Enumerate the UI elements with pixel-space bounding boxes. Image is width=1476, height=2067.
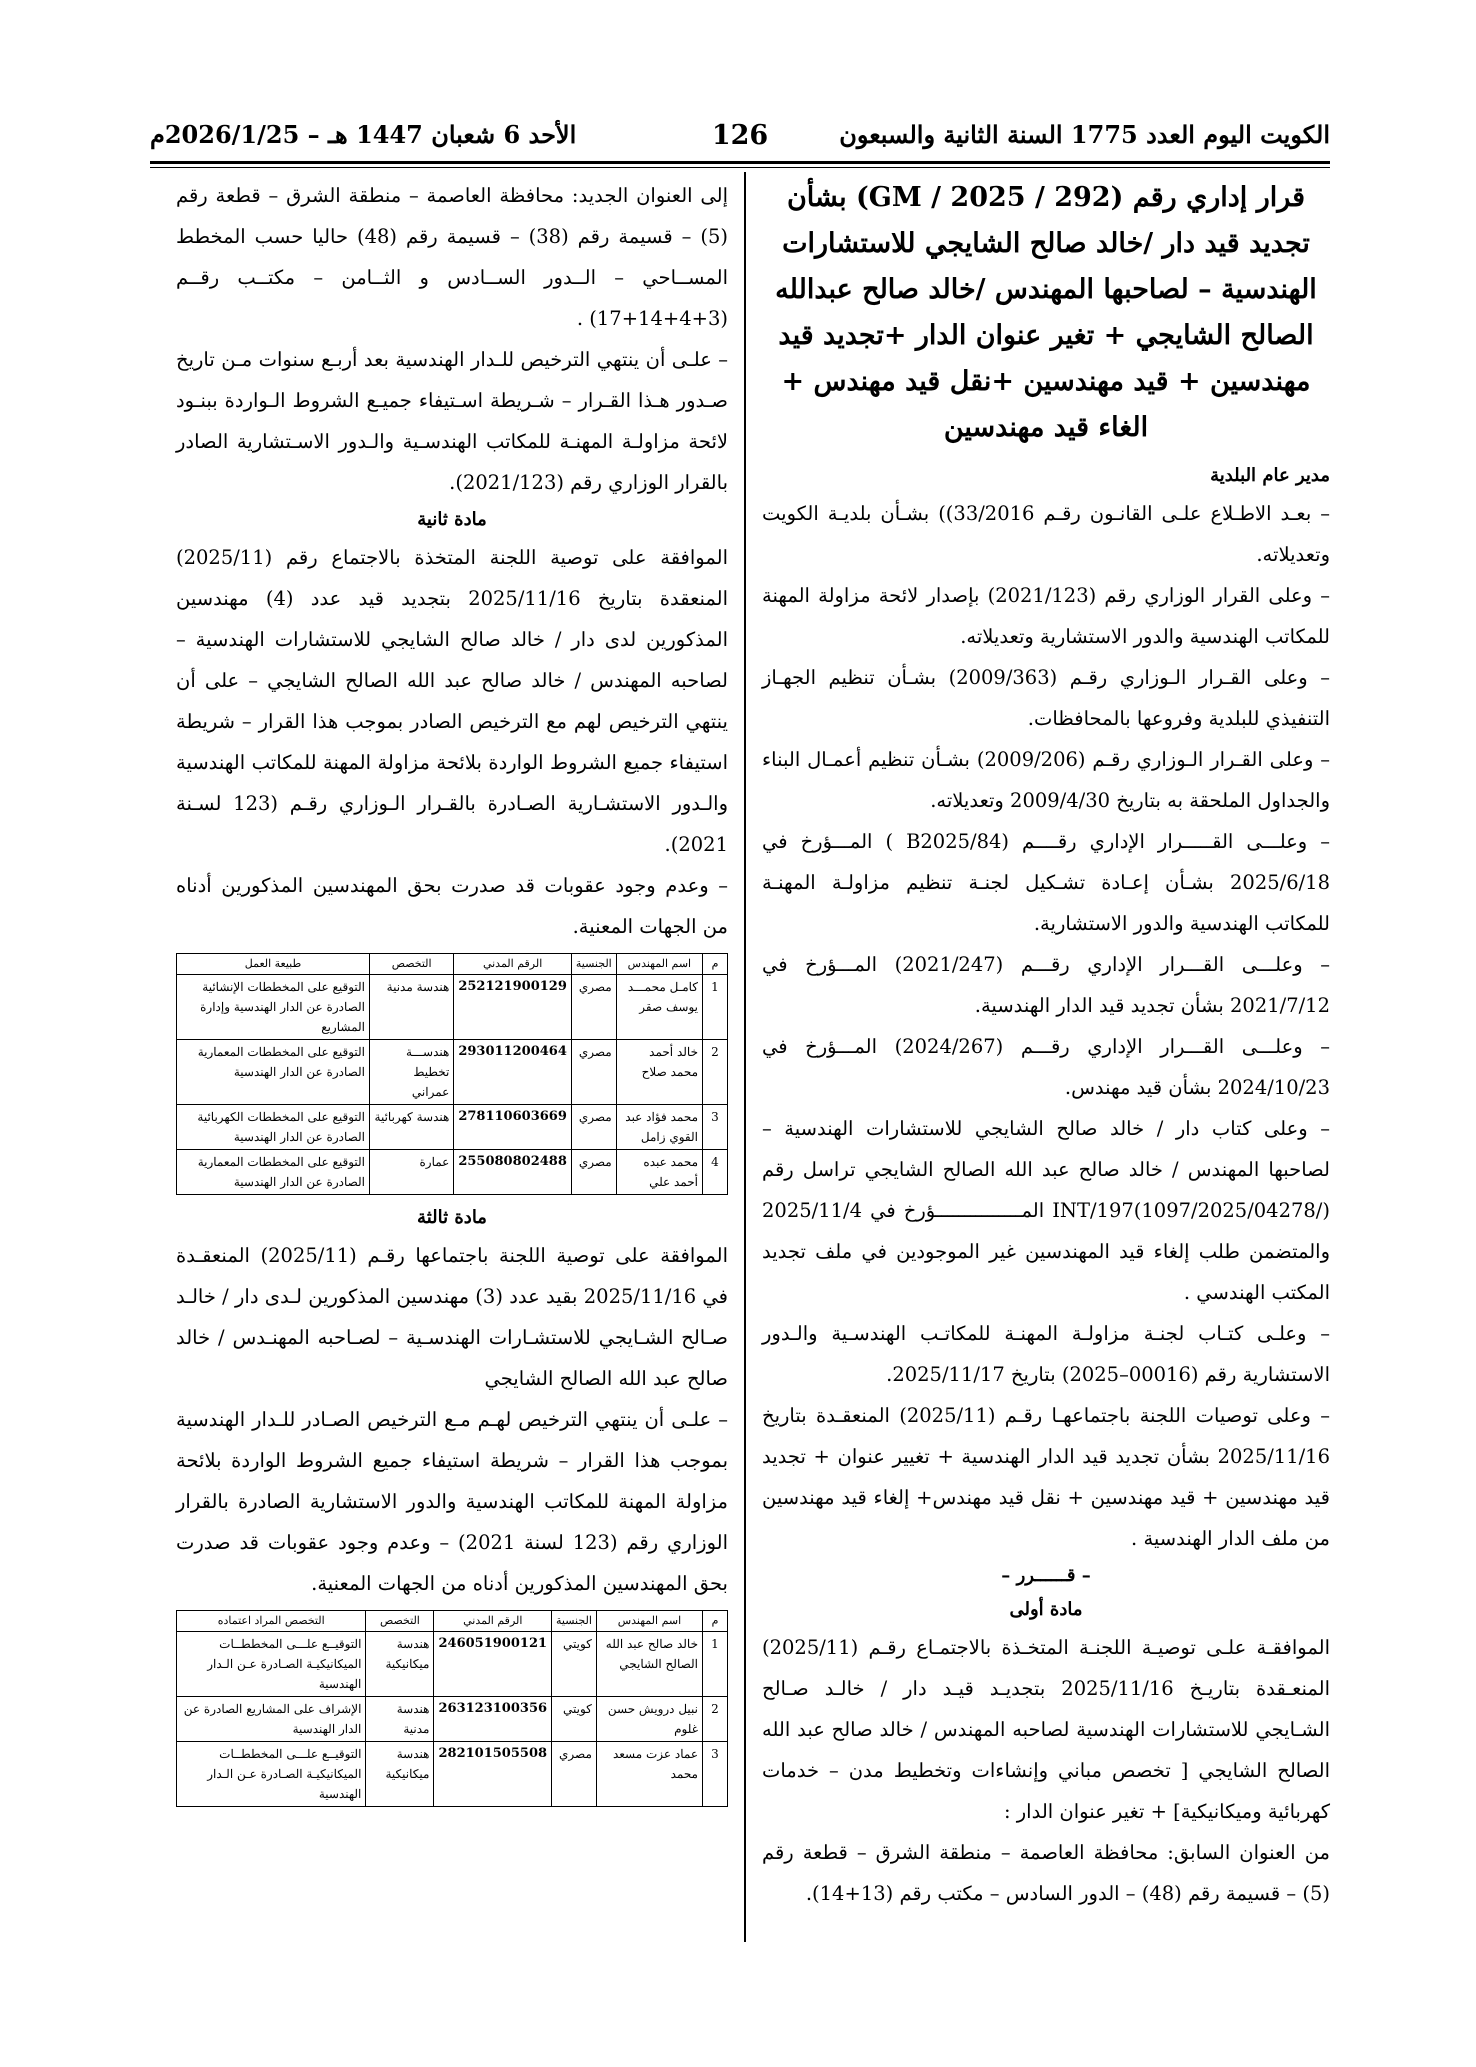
nationality: كويتي xyxy=(552,1697,597,1742)
work-type: التوقيع على المخططات الإنشائية الصادرة عن الدار الهندسية وإدارة المشاريع xyxy=(177,975,370,1040)
approved-specialty: التوقيــع علـــى المخططــات الميكانيكيـة الصـادرة عـن الـدار الهندسية xyxy=(177,1742,366,1807)
article-3-paragraph: – علـى أن ينتهي الترخيص لهـم مـع الترخيص الصـادر للـدار الهندسية بموجب هذا القرار – شريطة استيفاء جميع الشروط الواردة بلائحة مزاولة المهنة للمكاتب الهندسية والدور الاستشارية الصادرة بالقرار الوزاري رقم (123 لسنة 2021) – وعدم وجود عقوبات قد صدرت بحق المهندسين المذكورين أدناه من الجهات المعنية. xyxy=(176,1408,728,1595)
nationality: مصري xyxy=(571,1040,616,1105)
civil-id: 263123100356 xyxy=(434,1697,552,1742)
preamble-paragraph: – وعلى توصيات اللجنة باجتماعهـا رقـم (2025/11) المنعقـدة بتاريخ 2025/11/16 بشأن تجديد قيد الدار الهندسية + تغيير عنوان + تجديد قيد مهندسين + قيد مهندسين + نقل قيد مهندس+ إلغاء قيد مهندسين من ملف الدار الهندسية . xyxy=(762,1404,1330,1550)
specialty: عمارة xyxy=(370,1150,454,1195)
row-index: 1 xyxy=(703,1632,728,1697)
col-header-specialty: التخصص xyxy=(370,954,454,975)
specialty: هندسة مدنية xyxy=(370,975,454,1040)
article-3-paragraph: الموافقة على توصية اللجنة باجتماعها رقـم (2025/11) المنعقـدة في 2025/11/16 بقيد عدد (3) مهندسين المذكورين لـدى دار / خالـد صـالح الشـايجي للاستشـارات الهندسـية – لصـاحبه المهنـدس / خالد صالح عبد الله الصالح الشايجي xyxy=(176,1244,729,1390)
issue-date: الأحد 6 شعبان 1447 هـ – 2026/1/25م xyxy=(150,120,577,149)
decision-title: قرار إداري رقم (292 / 2025 / GM) بشأن تجديد قيد دار /خالد صالح الشايجي للاستشارات الهندسية – لصاحبها المهندس /خالد صالح عبدالله الصالح الشايجي + تغير عنوان الدار +تجديد قيد مهندسين + قيد مهندسين +نقل قيد مهندس + الغاء قيد مهندسين xyxy=(775,182,1317,443)
license-term-paragraph: – علـى أن ينتهي الترخيص للـدار الهندسية بعد أربـع سنوات مـن تاريخ صـدور هـذا القـرار – شـريطة اسـتيفاء جميـع الشروط الـواردة ببنـود لائحة مزاولـة المهنـة للمكاتب الهندسـية والـدور الاسـتشارية الصادر بالقرار الوزاري رقم (2021/123). xyxy=(176,348,728,494)
specialty: هندسة ميكانيكية xyxy=(366,1632,434,1697)
engineer-name: خالد أحمد محمد صلاح xyxy=(616,1040,702,1105)
row-index: 3 xyxy=(703,1105,728,1150)
work-type: التوقيع على المخططات الكهربائية الصادرة عن الدار الهندسية xyxy=(177,1105,370,1150)
specialty: هندسة ميكانيكية xyxy=(366,1742,434,1807)
approved-specialty: الإشراف على المشاريع الصادرة عن الدار الهندسية xyxy=(177,1697,366,1742)
article-2-paragraph: – وعدم وجود عقوبات قد صدرت بحق المهندسين المذكورين أدناه من الجهات المعنية. xyxy=(176,874,728,938)
preamble-paragraph: – بعـد الاطـلاع علـى القانـون رقـم 33/2016)) بشـأن بلديـة الكويت وتعديلاته. xyxy=(762,502,1330,566)
row-index: 1 xyxy=(703,975,728,1040)
article-2-paragraph: الموافقة على توصية اللجنة المتخذة بالاجتماع رقم (2025/11) المنعقدة بتاريخ 2025/11/16 بتجديد قيد عدد (4) مهندسين المذكورين لدى دار / خالد صالح الشايجي للاستشارات الهندسية – لصاحبه المهندس / خالد صالح عبد الله الصالح الشايجي – على أن ينتهي الترخيص لهم مع الترخيص الصادر بموجب هذا القرار – شريطة استيفاء جميع الشروط الواردة بلائحة مزاولة المهنة للمكاتب الهندسية والـدور الاستشـارية الصـادرة بالقـرار الـوزاري رقـم (123 لسـنة 2021). xyxy=(176,546,729,856)
col-header-index: م xyxy=(703,1611,728,1632)
nationality: مصري xyxy=(571,1150,616,1195)
work-type: التوقيع على المخططات المعمارية الصادرة عن الدار الهندسية xyxy=(177,1040,370,1105)
civil-id: 246051900121 xyxy=(434,1632,552,1697)
col-header-nationality: الجنسية xyxy=(552,1611,597,1632)
nationality: مصري xyxy=(571,1105,616,1150)
engineer-name: نبيل درويش حسن غلوم xyxy=(596,1697,702,1742)
right-column xyxy=(762,175,1330,1914)
preamble-paragraph: – وعلى القـرار الـوزاري رقـم (2009/363) بشـأن تنظيم الجهـاز التنفيذي للبلدية وفروعها بالمحافظات. xyxy=(762,666,1330,730)
nationality: مصري xyxy=(571,975,616,1040)
engineers-renewal-table xyxy=(176,953,728,1195)
engineers-registration-table xyxy=(176,1610,728,1807)
preamble-paragraph: – وعلى القـرار الـوزاري رقـم (2009/206) بشـأن تنظيم أعمـال البناء والجداول الملحقة به بتاريخ 2009/4/30 وتعديلاته. xyxy=(762,748,1330,812)
engineer-name: محمد عبده أحمد علي xyxy=(616,1150,702,1195)
gazette-issue: الكويت اليوم العدد 1775 السنة الثانية والسبعون xyxy=(839,120,1330,149)
civil-id: 252121900129 xyxy=(454,975,572,1040)
table-row xyxy=(177,1150,728,1195)
preamble-paragraph: – وعلـــى القـــرار الإداري رقـــم (2021/247) المـــؤرخ في 2021/7/12 بشأن تجديد قيد الدار الهندسية. xyxy=(762,953,1330,1017)
article-1-paragraph: الموافقـة علـى توصيـة اللجنـة المتخـذة بالاجتمـاع رقـم (2025/11) المنعـقدة بتاريـخ 2025/11/16 بتجديـد قيـد دار / خالـد صـالح الشـايجي للاستشارات الهندسية لصاحبه المهندس / خالد صالح عبد الله الصالح الشايجي [ تخصص مباني وإنشاءات وتخطيط مدن – خدمات كهربائية وميكانيكية] + تغير عنوان الدار : xyxy=(762,1636,1331,1823)
table-row xyxy=(177,1697,728,1742)
civil-id: 278110603669 xyxy=(454,1105,572,1150)
table-row xyxy=(177,1632,728,1697)
table-row xyxy=(177,975,728,1040)
table-header-row xyxy=(177,1611,728,1632)
page-number: 126 xyxy=(711,120,769,151)
column-divider xyxy=(744,172,746,1942)
table-row xyxy=(177,1040,728,1105)
civil-id: 293011200464 xyxy=(454,1040,572,1105)
left-column xyxy=(176,175,728,1813)
specialty: هندســـة تخطيط عمراني xyxy=(370,1040,454,1105)
civil-id: 255080802488 xyxy=(454,1150,572,1195)
preamble-paragraph: – وعلى القرار الوزاري رقم (2021/123) بإصدار لائحة مزاولة المهنة للمكاتب الهندسية والدور الاستشارية وتعديلاته. xyxy=(762,584,1330,648)
page-header xyxy=(150,120,1330,160)
table-row xyxy=(177,1742,728,1807)
preamble-paragraph: – وعلـــى القـــرار الإداري رقـــم (2024/267) المـــؤرخ في 2024/10/23 بشأن قيد مهندس. xyxy=(762,1035,1330,1099)
row-index: 2 xyxy=(703,1040,728,1105)
engineer-name: محمد فؤاد عبد القوي زامل xyxy=(616,1105,702,1150)
work-type: التوقيع على المخططات المعمارية الصادرة عن الدار الهندسية xyxy=(177,1150,370,1195)
article-2-title: مادة ثانية xyxy=(417,509,487,530)
engineer-name: كامـل محمـــد يوسف صقر xyxy=(616,975,702,1040)
table-header-row xyxy=(177,954,728,975)
row-index: 3 xyxy=(703,1742,728,1807)
specialty: هندسة كهربائية xyxy=(370,1105,454,1150)
col-header-index: م xyxy=(703,954,728,975)
row-index: 4 xyxy=(703,1150,728,1195)
civil-id: 282101505508 xyxy=(434,1742,552,1807)
col-header-work-type: طبيعة العمل xyxy=(177,954,370,975)
preamble xyxy=(762,493,1330,1559)
engineer-name: عماد عزت مسعد محمد xyxy=(596,1742,702,1807)
nationality: مصري xyxy=(552,1742,597,1807)
preamble-paragraph: – وعلـــى القـــــرار الإداري رقــــم (B2025/84 ) المـــؤرخ في 2025/6/18 بشـأن إعـادة تشـكيل لجنـة تنظيم مزاولـة المهنـة للمكاتب الهندسية والدور الاستشارية. xyxy=(762,830,1330,935)
row-index: 2 xyxy=(703,1697,728,1742)
article-1-title: مادة أولى xyxy=(1009,1599,1083,1620)
nationality: كويتي xyxy=(552,1632,597,1697)
col-header-civil-id: الرقم المدني xyxy=(454,954,572,975)
preamble-paragraph: – وعلى كتاب دار / خالد صالح الشايجي للاستشارات الهندسية – لصاحبها المهندس / خالد صالح عبد الله الصالح الشايجي تراسل رقم INT/197(1097/2025/04278/) المـــــــــــــــؤرخ في 2025/11/4 والمتضمن طلب إلغاء قيد المهندسين غير الموجودين في ملف تجديد المكتب الهندسي . xyxy=(762,1117,1330,1304)
col-header-name: اسم المهندس xyxy=(616,954,702,975)
new-address-paragraph: إلى العنوان الجديد: محافظة العاصمة – منطقة الشرق – قطعة رقم (5) – قسيمة رقم (38) – قسيمة رقم (48) حاليا حسب المخطط المســاحي – الــدور الســادس و الثــامن – مكتــب رقــم (3+4+14+17) . xyxy=(176,184,728,330)
header-rule xyxy=(150,161,1330,168)
col-header-name: اسم المهندس xyxy=(596,1611,702,1632)
engineer-name: خالد صالح عبد الله الصالح الشايجي xyxy=(596,1632,702,1697)
table-row xyxy=(177,1105,728,1150)
col-header-nationality: الجنسية xyxy=(571,954,616,975)
col-header-civil-id: الرقم المدني xyxy=(434,1611,552,1632)
article-3-title: مادة ثالثة xyxy=(417,1207,487,1228)
specialty: هندسة مدنية xyxy=(366,1697,434,1742)
decided-heading: – قــــــرر – xyxy=(1001,1565,1091,1586)
issuer: مدير عام البلدية xyxy=(1210,465,1330,486)
preamble-paragraph: – وعلـى كتـاب لجنـة مزاولـة المهنـة للمكاتـب الهندسـية والـدور الاستشارية رقم (00016–2025) بتاريخ 2025/11/17. xyxy=(762,1322,1330,1386)
approved-specialty: التوقيــع علـــى المخططــات الميكانيكيـة الصـادرة عـن الـدار الهندسية xyxy=(177,1632,366,1697)
article-1-paragraph: من العنوان السابق: محافظة العاصمة – منطقة الشرق – قطعة رقم (5) – قسيمة رقم (48) – الدور السادس – مكتب رقم (13+14). xyxy=(762,1841,1330,1905)
col-header-approved-specialty: التخصص المراد اعتماده xyxy=(177,1611,366,1632)
col-header-specialty: التخصص xyxy=(366,1611,434,1632)
